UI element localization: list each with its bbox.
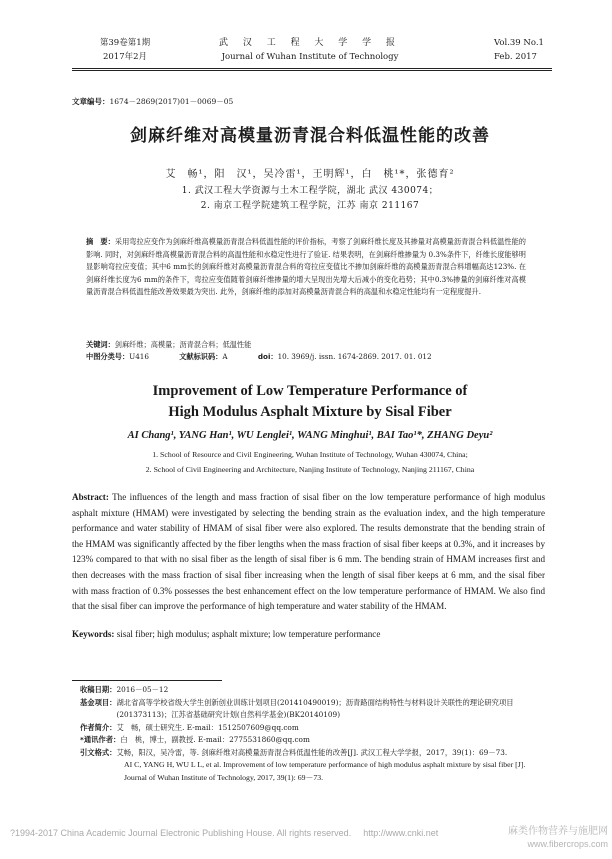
footnote-rule bbox=[72, 680, 222, 681]
keywords-en-label: Keywords: bbox=[72, 629, 115, 639]
affiliation-en-1: 1. School of Resource and Civil Engineering, Wuhan Institute of Technology, Wuhan 430074, China; bbox=[152, 450, 468, 459]
header-rule bbox=[72, 68, 552, 69]
corr-label: *通讯作者： bbox=[80, 735, 121, 744]
abstract-en-text: The influences of the length and mass fraction of sisal fiber on the low temperature performance of high modulus asphalt mixture (HMAM) were investigated by selecting the bending strain as the evaluation index, and the high temperature performance and water stability of HMAM of sisal fiber were also explored. The results demonstrate that the bending strain of the HMAM was significantly affected by the fiber lengths when the mass fraction of sisal fiber keeps at 0.3%, and it increases by 123% compared to that with no sisal fiber as the length of sisal fiber is 6 mm. The bending strain of HMAM increases first and then decreases with the mass fraction of sisal fiber increasing when the length of sisal fiber keeps at 6 mm, and the sisal fiber with mass fraction of 0.3% possesses the best enhancement effect on the low temperature performance of HMAM. We also find that the sisal fiber can improve the performance of high temperature and water stability of the HMAM. bbox=[72, 492, 546, 612]
footnote-citation bbox=[80, 747, 542, 760]
keywords-cn-text: 剑麻纤维；高模量；沥青混合料；低温性能 bbox=[114, 340, 252, 349]
title-en bbox=[80, 381, 540, 423]
keywords-cn bbox=[86, 339, 526, 351]
footnote-fund bbox=[80, 697, 542, 722]
article-number-value: 1674－2869(2017)01－0069－05 bbox=[109, 97, 234, 106]
abstract-cn-label: 摘 要： bbox=[86, 237, 115, 246]
doi bbox=[258, 352, 432, 361]
header-volume-en bbox=[494, 36, 554, 64]
header-volume-cn bbox=[85, 36, 165, 64]
clc-number bbox=[86, 352, 149, 361]
copyright-url[interactable]: http://www.cnki.net bbox=[363, 828, 439, 838]
cite-cn-value: 艾畅，阳汉，吴冷雷，等. 剑麻纤维对高模量沥青混合料低温性能的改善[J]. 武汉工程大学学报，2017，39(1)：69－73. bbox=[116, 747, 508, 757]
article-number bbox=[72, 96, 233, 107]
clc-label: 中图分类号： bbox=[86, 352, 130, 361]
footnotes bbox=[80, 684, 542, 784]
authors-cn: 艾 畅¹，阳 汉¹，吴冷雷¹，王明辉¹，白 桃¹*，张德育² bbox=[165, 169, 455, 180]
citation-en: AI C, YANG H, WU L L, et al. Improvement of low temperature performance of high modulus asphalt mixture by sisal fiber [J]. Journal of Wuhan Institute of Technology, 2017, 39(1): 69－73. bbox=[124, 760, 526, 782]
abstract-en bbox=[72, 490, 545, 615]
received-label: 收稿日期： bbox=[80, 685, 117, 694]
header-date-en: Feb. 2017 bbox=[494, 52, 537, 62]
header-rule-thin bbox=[72, 70, 552, 71]
clc-value: U416 bbox=[129, 352, 149, 361]
header-date-cn: 2017年2月 bbox=[102, 52, 148, 62]
doi-label: doi： bbox=[257, 352, 278, 361]
fund-value: 湖北省高等学校省级大学生创新创业训练计划项目(201410490019)；沥青路面结构特性与材料设计关联性的理论研究项目(201373113)；江苏省基础研究计划(自然科学基金)(BK20140109) bbox=[116, 697, 514, 719]
corr-value: 白 桃，博士，副教授. E-mail：2775531860@qq.com bbox=[120, 735, 310, 744]
doi-value: 10. 3969/j. issn. 1674-2869. 2017. 01. 012 bbox=[277, 352, 432, 361]
author-value: 艾 畅，硕士研究生. E-mail：1512507609@qq.com bbox=[116, 722, 299, 732]
watermark-line2: www.fibercrops.com bbox=[527, 839, 608, 849]
abstract-cn-text: 采用弯拉应变作为剑麻纤维高模量沥青混合料低温性能的评价指标，考察了剑麻纤维长度及其掺量对高模量沥青混合料低温性能的影响. 同时，对剑麻纤维高模量沥青混合料的高温性能和水稳定性进行了验证. 结果表明，在剑麻纤维掺量为 0.3%条件下，纤维长度能够明显影响弯拉应变值；其中6 mm长的剑麻纤维对高模量沥青混合料的弯拉应变值比不掺加剑麻纤维的高模量沥青混合料增幅高达123%. 在剑麻纤维长度为6 mm的条件下，弯拉应变值随着剑麻纤维掺量的增大呈现出先增大后减小的变化趋势；其中0.3%掺量的剑麻纤维对高模量沥青混合料低温性能改善效果最为突出. 此外，剑麻纤维的添加对高模量沥青混合料的高温和水稳定性能均有一定程度提升. bbox=[86, 237, 526, 296]
footnote-author bbox=[80, 722, 542, 735]
abstract-cn bbox=[86, 236, 526, 299]
keywords-cn-label: 关键词： bbox=[86, 340, 115, 349]
footnote-corresponding bbox=[80, 734, 542, 747]
doc-value: A bbox=[222, 352, 228, 361]
affiliations-en bbox=[60, 447, 560, 477]
header-volume-issue-cn: 第39卷第1期 bbox=[99, 38, 151, 48]
footnote-received bbox=[80, 684, 542, 697]
doc-label: 文献标识码： bbox=[179, 352, 223, 361]
abstract-en-label: Abstract: bbox=[72, 492, 109, 502]
received-value: 2016－05－12 bbox=[116, 685, 169, 694]
authors-en: AI Chang¹, YANG Han¹, WU Lenglei¹, WANG Minghui¹, BAI Tao¹*, ZHANG Deyu² bbox=[127, 430, 493, 441]
journal-name-cn: 武 汉 工 程 大 学 学 报 bbox=[218, 38, 402, 48]
journal-name-en: Journal of Wuhan Institute of Technology bbox=[221, 52, 399, 62]
title-cn: 剑麻纤维对高模量沥青混合料低温性能的改善 bbox=[130, 126, 490, 146]
keywords-en bbox=[72, 629, 545, 639]
watermark-line1: 麻类作物营养与施肥网 bbox=[508, 826, 608, 837]
affiliation-cn-1: 1. 武汉工程大学资源与土木工程学院，湖北 武汉 430074； bbox=[181, 186, 439, 196]
cite-label: 引文格式： bbox=[80, 747, 117, 757]
affiliations-cn bbox=[60, 184, 560, 214]
header-journal bbox=[160, 36, 460, 64]
keywords-en-text: sisal fiber; high modulus; asphalt mixture; low temperature performance bbox=[116, 629, 381, 639]
copyright-line bbox=[10, 828, 438, 838]
author-label: 作者简介： bbox=[80, 722, 117, 732]
header-volume-issue-en: Vol.39 No.1 bbox=[494, 38, 544, 48]
title-en-line1: Improvement of Low Temperature Performance of bbox=[152, 383, 468, 399]
copyright-text: ?1994-2017 China Academic Journal Electronic Publishing House. All rights reserved. bbox=[10, 828, 352, 838]
watermark bbox=[508, 826, 608, 850]
doc-code bbox=[179, 352, 227, 361]
title-en-line2: High Modulus Asphalt Mixture by Sisal Fiber bbox=[168, 404, 452, 420]
affiliation-en-2: 2. School of Civil Engineering and Architecture, Nanjing Institute of Technology, Nanjing 211167, China bbox=[145, 465, 475, 474]
affiliation-cn-2: 2. 南京工程学院建筑工程学院，江苏 南京 211167 bbox=[200, 201, 420, 211]
article-number-label: 文章编号： bbox=[72, 97, 110, 106]
fund-label: 基金项目： bbox=[80, 697, 117, 707]
classification-line bbox=[86, 351, 526, 363]
